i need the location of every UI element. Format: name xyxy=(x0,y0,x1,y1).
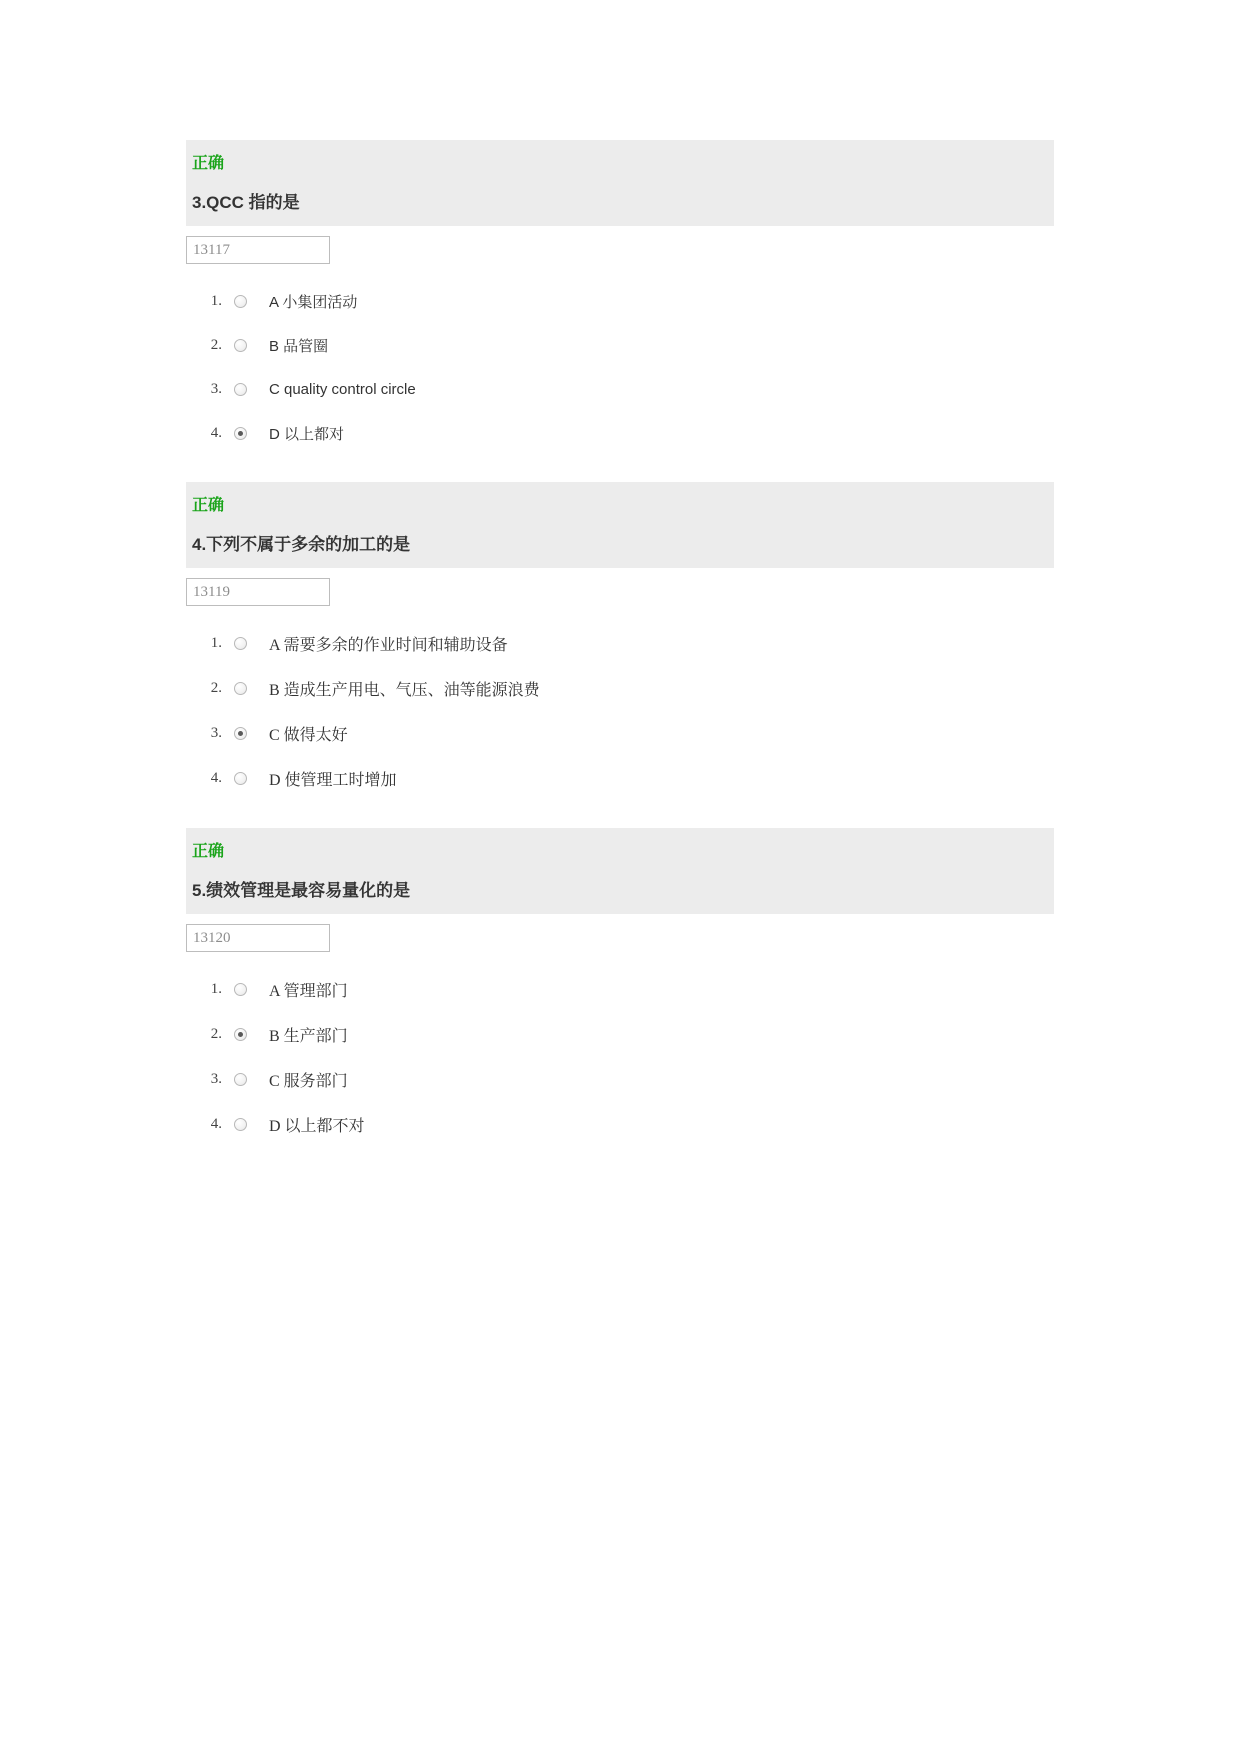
radio-button-icon[interactable] xyxy=(234,339,247,352)
option-number: 4. xyxy=(210,424,222,441)
question-header xyxy=(186,482,1054,568)
question-id-wrapper xyxy=(186,226,1054,264)
status-badge: 正确 xyxy=(192,497,225,514)
option-number: 3. xyxy=(210,380,222,397)
list-item[interactable] xyxy=(186,767,1054,790)
question-id-input[interactable]: 13117 xyxy=(186,236,330,264)
list-item[interactable] xyxy=(186,422,1054,444)
option-label: B 品管圈 xyxy=(269,337,329,355)
radio-button-icon-selected[interactable] xyxy=(234,427,247,440)
question-id-input[interactable]: 13120 xyxy=(186,924,330,952)
option-label: D 以上都对 xyxy=(269,425,345,443)
option-number: 2. xyxy=(210,336,222,353)
quiz-review-page xyxy=(186,140,1054,1174)
option-label: A 需要多余的作业时间和辅助设备 xyxy=(269,637,508,654)
list-item[interactable] xyxy=(186,978,1054,1001)
radio-button-icon[interactable] xyxy=(234,682,247,695)
radio-button-icon[interactable] xyxy=(234,383,247,396)
radio-button-icon[interactable] xyxy=(234,295,247,308)
question-block xyxy=(186,140,1054,444)
option-label: C 服务部门 xyxy=(269,1073,348,1090)
list-item[interactable] xyxy=(186,1023,1054,1046)
question-id-wrapper xyxy=(186,914,1054,952)
question-title: 5.绩效管理是最容易量化的是 xyxy=(192,881,411,900)
question-block xyxy=(186,482,1054,790)
option-number: 1. xyxy=(210,981,222,997)
radio-button-icon-selected[interactable] xyxy=(234,1028,247,1041)
option-label: B 生产部门 xyxy=(269,1028,348,1045)
option-label: D 以上都不对 xyxy=(269,1118,365,1135)
list-item[interactable] xyxy=(186,378,1054,400)
list-item[interactable] xyxy=(186,632,1054,655)
question-header xyxy=(186,140,1054,226)
question-id-input[interactable]: 13119 xyxy=(186,578,330,606)
list-item[interactable] xyxy=(186,290,1054,312)
option-number: 1. xyxy=(210,292,222,309)
status-badge: 正确 xyxy=(192,155,225,172)
option-number: 3. xyxy=(210,725,222,741)
list-item[interactable] xyxy=(186,1113,1054,1136)
option-label: C 做得太好 xyxy=(269,727,348,744)
question-header xyxy=(186,828,1054,914)
option-number: 4. xyxy=(210,1116,222,1132)
radio-button-icon[interactable] xyxy=(234,1073,247,1086)
options-list xyxy=(186,290,1054,444)
option-label: C quality control circle xyxy=(269,380,416,398)
options-list xyxy=(186,978,1054,1136)
option-label: A 小集团活动 xyxy=(269,293,358,311)
option-label: B 造成生产用电、气压、油等能源浪费 xyxy=(269,682,540,699)
radio-button-icon[interactable] xyxy=(234,772,247,785)
radio-button-icon[interactable] xyxy=(234,983,247,996)
option-number: 2. xyxy=(210,1026,222,1042)
option-number: 4. xyxy=(210,770,222,786)
option-number: 2. xyxy=(210,680,222,696)
option-number: 3. xyxy=(210,1071,222,1087)
question-title: 3.QCC 指的是 xyxy=(192,193,300,212)
question-block xyxy=(186,828,1054,1136)
option-label: D 使管理工时增加 xyxy=(269,772,397,789)
options-list xyxy=(186,632,1054,790)
list-item[interactable] xyxy=(186,1068,1054,1091)
option-label: A 管理部门 xyxy=(269,983,348,1000)
radio-button-icon[interactable] xyxy=(234,1118,247,1131)
option-number: 1. xyxy=(210,635,222,651)
list-item[interactable] xyxy=(186,334,1054,356)
list-item[interactable] xyxy=(186,722,1054,745)
question-title: 4.下列不属于多余的加工的是 xyxy=(192,535,411,554)
question-id-wrapper xyxy=(186,568,1054,606)
radio-button-icon[interactable] xyxy=(234,637,247,650)
radio-button-icon-selected[interactable] xyxy=(234,727,247,740)
status-badge: 正确 xyxy=(192,843,225,860)
list-item[interactable] xyxy=(186,677,1054,700)
